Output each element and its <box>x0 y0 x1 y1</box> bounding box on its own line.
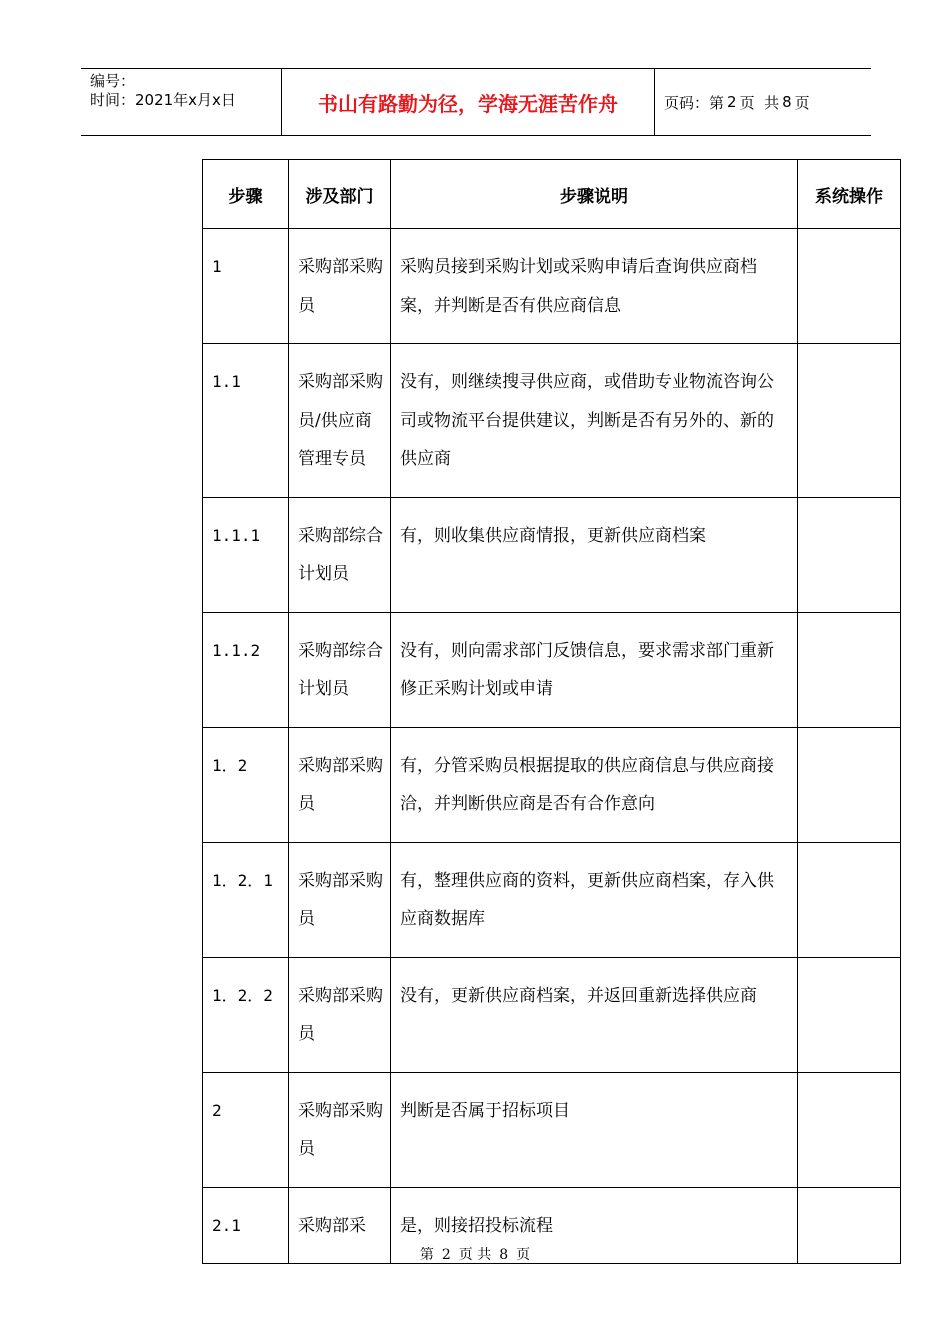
column-header-system-operation: 系统操作 <box>798 160 901 229</box>
step-cell: 1．2．1 <box>203 842 289 957</box>
description-cell: 没有，更新供应商档案，并返回重新选择供应商 <box>391 957 798 1072</box>
department-cell: 采购部采购员 <box>289 727 391 842</box>
step-cell: 1 <box>203 229 289 344</box>
page-mid-label: 页 共 <box>739 93 780 112</box>
table-row <box>203 1072 901 1187</box>
description-cell: 有，则收集供应商情报，更新供应商档案 <box>391 497 798 612</box>
page-end-label: 页 <box>794 93 810 112</box>
system-operation-cell <box>798 229 901 344</box>
system-operation-cell <box>798 1072 901 1187</box>
footer-prefix: 第 <box>419 1247 434 1263</box>
column-header-description: 步骤说明 <box>391 160 798 229</box>
system-operation-cell <box>798 727 901 842</box>
description-cell: 没有，则向需求部门反馈信息，要求需求部门重新修正采购计划或申请 <box>391 612 798 727</box>
footer-suffix: 页 <box>516 1247 531 1263</box>
step-cell: 1．2．2 <box>203 957 289 1072</box>
department-cell: 采购部综合计划员 <box>289 612 391 727</box>
table-row <box>203 344 901 498</box>
step-cell: 2.1 <box>203 1187 289 1264</box>
table-row <box>203 612 901 727</box>
column-header-step: 步骤 <box>203 160 289 229</box>
process-table <box>202 159 901 1264</box>
table-row <box>203 497 901 612</box>
header-motto: 书山有路勤为径，学海无涯苦作舟 <box>318 91 618 116</box>
step-cell: 1．2 <box>203 727 289 842</box>
table-row <box>203 727 901 842</box>
footer-current-page: 2 <box>441 1247 451 1263</box>
table-row <box>203 229 901 344</box>
step-cell: 1.1.2 <box>203 612 289 727</box>
table-row <box>203 957 901 1072</box>
description-cell: 没有，则继续搜寻供应商，或借助专业物流咨询公司或物流平台提供建议，判断是否有另外的、新的供应商 <box>391 344 798 498</box>
description-cell: 采购员接到采购计划或采购申请后查询供应商档案，并判断是否有供应商信息 <box>391 229 798 344</box>
system-operation-cell <box>798 344 901 498</box>
system-operation-cell <box>798 842 901 957</box>
column-header-department: 涉及部门 <box>289 160 391 229</box>
system-operation-cell <box>798 957 901 1072</box>
page-label: 页码：第 <box>664 93 725 112</box>
step-cell: 2 <box>203 1072 289 1187</box>
department-cell: 采购部采购员 <box>289 1072 391 1187</box>
header-page-info <box>664 69 810 135</box>
department-cell: 采购部采 <box>289 1187 391 1264</box>
document-time-label: 时间：2021年x月x日 <box>90 91 236 109</box>
department-cell: 采购部采购员 <box>289 957 391 1072</box>
step-cell: 1.1.1 <box>203 497 289 612</box>
department-cell: 采购部采购员 <box>289 842 391 957</box>
description-cell: 有，分管采购员根据提取的供应商信息与供应商接洽，并判断供应商是否有合作意向 <box>391 727 798 842</box>
header-divider <box>654 69 655 135</box>
document-number-label: 编号： <box>90 72 136 90</box>
footer-total-pages: 8 <box>499 1247 509 1263</box>
system-operation-cell <box>798 497 901 612</box>
step-cell: 1.1 <box>203 344 289 498</box>
department-cell: 采购部采购员/供应商管理专员 <box>289 344 391 498</box>
description-cell: 是，则接招投标流程 <box>391 1187 798 1264</box>
header-meta <box>81 69 281 135</box>
description-cell: 有，整理供应商的资料，更新供应商档案，存入供应商数据库 <box>391 842 798 957</box>
page-footer <box>0 1244 950 1264</box>
department-cell: 采购部采购员 <box>289 229 391 344</box>
department-cell: 采购部综合计划员 <box>289 497 391 612</box>
system-operation-cell <box>798 612 901 727</box>
description-cell: 判断是否属于招标项目 <box>391 1072 798 1187</box>
table-header-row <box>203 160 901 229</box>
table-row <box>203 842 901 957</box>
page-header <box>81 68 871 136</box>
page-current: 2 <box>727 93 737 111</box>
page-total: 8 <box>782 93 792 111</box>
footer-mid: 页 共 <box>458 1247 492 1263</box>
